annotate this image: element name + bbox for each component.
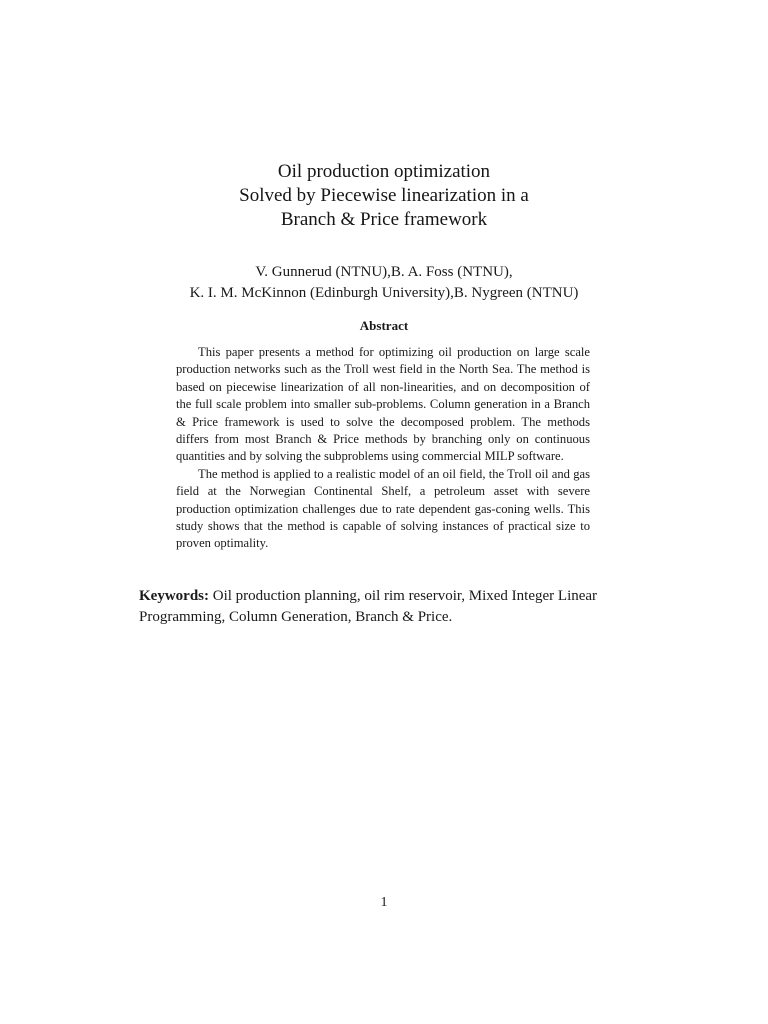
title-line-2: Solved by Piecewise linearization in a bbox=[239, 185, 529, 206]
abstract-heading: Abstract bbox=[359, 318, 409, 333]
page-number: 1 bbox=[380, 895, 388, 910]
title-line-1: Oil production optimization bbox=[277, 161, 491, 182]
author-line-1: V. Gunnerud (NTNU),B. A. Foss (NTNU), bbox=[255, 264, 513, 280]
abstract-paragraph-2: The method is applied to a realistic model of an oil field, the Troll oil and gas field at the Norwegian Continental Shelf, a petroleum asset with severe production optimization challenges due to rate dependent gas-coning wells. This study shows that the method is capable of solving instances of practical size to proven optimality. bbox=[176, 466, 590, 551]
keywords-text: Oil production planning, oil rim reservoir, Mixed Integer Linear Programming, Column Generation, Branch & Price. bbox=[139, 588, 598, 625]
abstract-body bbox=[176, 344, 590, 553]
keywords-label: Keywords: bbox=[139, 588, 209, 604]
keywords-section bbox=[139, 586, 629, 628]
author-list bbox=[0, 262, 768, 304]
author-line-2: K. I. M. McKinnon (Edinburgh University),B. Nygreen (NTNU) bbox=[189, 285, 579, 301]
paper-title bbox=[0, 160, 768, 232]
abstract-paragraph-1: This paper presents a method for optimizing oil production on large scale production networks such as the Troll west field in the North Sea. The method is based on piecewise linearization of all non-linearities, and on decomposition of the full scale problem into smaller sub-problems. Column generation in a Branch & Price framework is used to solve the decomposed problem. The methods differs from most Branch & Price methods by branching only on continuous quantities and by solving the subproblems using commercial MILP software. bbox=[176, 345, 590, 464]
title-line-3: Branch & Price framework bbox=[280, 209, 488, 230]
